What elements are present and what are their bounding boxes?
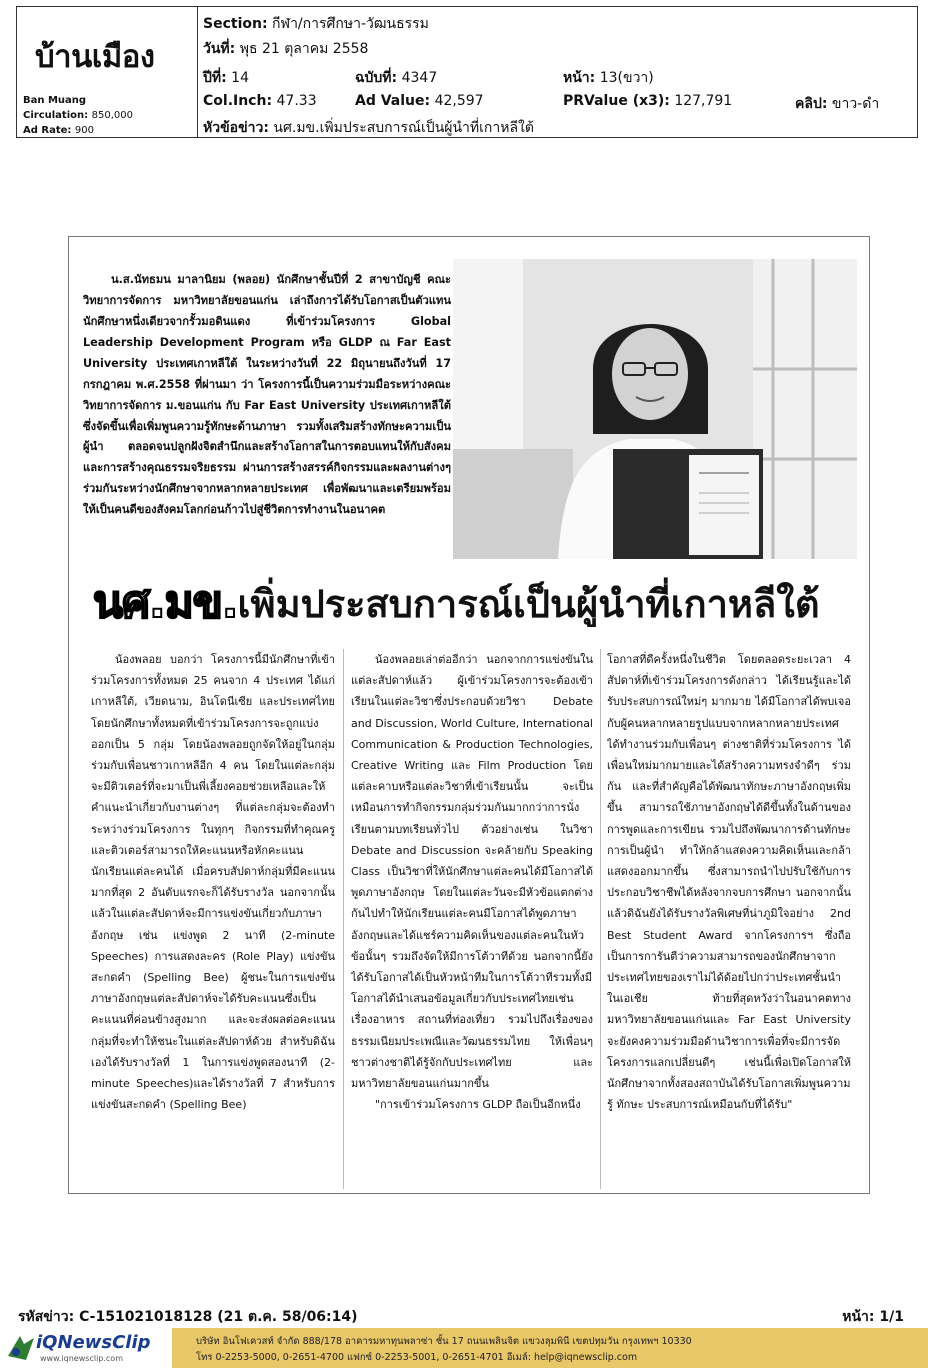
clip-metadata (203, 11, 913, 135)
iqnewsclip-logo: iQNewsClip (36, 1332, 151, 1353)
pr-value-field: PRValue (x3): 127,791 (563, 93, 733, 109)
ad-value-field: Ad Value: 42,597 (355, 93, 484, 109)
company-address: บริษัท อินโฟเควสท์ จำกัด 888/178 อาคารมหาทุนพลาซ่า ชั้น 17 ถนนเพลินจิต แขวงลุมพินี เขตปทุมวัน กรุงเทพฯ 10330 (196, 1336, 692, 1347)
article-column-3 (607, 649, 851, 1189)
student-photo-image (453, 259, 857, 559)
circulation: Circulation: 850,000 (23, 110, 133, 121)
page-position-field: หน้า: 13(ขวา) (563, 70, 654, 86)
article-clip (68, 236, 870, 1194)
issue-field: ฉบับที่: 4347 (355, 70, 438, 86)
article-intro: น.ส.นัทธมน มาลานิยม (พลอย) นักศึกษาชั้นปีที่ 2 สาขาบัญชี คณะวิทยาการจัดการ มหาวิทยาลัยขอนแก่น เล่าถึงการได้รับโอกาสเป็นตัวแทนนักศึกษาหนึ่งเดียวจากรั้วมอดินแดง ที่เข้าร่วมโครงการ Global Leadership Development Program หรือ GLDP ณ Far East University ประเทศเกาหลีใต้ ในระหว่างวันที่ 22 มิถุนายนถึงวันที่ 17 กรกฎาคม พ.ศ.2558 ที่ผ่านมา ว่า โครงการนี้เป็นความร่วมมือระหว่างคณะวิทยาการจัดการ ม.ขอนแก่น กับ Far East University ประเทศเกาหลีใต้ ซึ่งจัดขึ้นเพื่อเพิ่มพูนความรู้ทักษะด้านภาษา รวมทั้งเสริมสร้างทักษะความเป็นผู้นำ ตลอดจนปลูกฝังจิตสำนึกและสร้างโอกาสในการตอบแทนให้กับสังคม และการสร้างคุณธรรมจริยธรรม ผ่านการสร้างสรรค์กิจกรรมและผลงานต่างๆ ร่วมกันระหว่างนักศึกษาจากหลากหลายประเทศ เพื่อพัฒนาและเตรียมพร้อมให้เป็นคนดีของสังคมโลกก่อนก้าวไปสู่ชีวิตการทำงานในอนาคต (83, 273, 451, 517)
column-divider (600, 649, 601, 1189)
clip-type-field: คลิป: ขาว-ดำ (795, 96, 880, 112)
column-1-text: น้องพลอย บอกว่า โครงการนี้มีนักศึกษาที่เข้าร่วมโครงการทั้งหมด 25 คนจาก 4 ประเทศ ได้แก่ เกาหลีใต้, เวียดนาม, อินโดนีเซีย และประเทศไทย โดยนักศึกษาทั้งหมดที่เข้าร่วมโครงการจะถูกแบ่งออกเป็น 5 กลุ่ม โดยน้องพลอยถูกจัดให้อยู่ในกลุ่มร่วมกับเพื่อนชาวเกาหลีอีก 4 คน โดยในแต่ละกลุ่มจะมีติวเตอร์ที่จะมาเป็นพี่เลี้ยงคอยช่วยเหลือและให้คำแนะนำเกี่ยวกับงานต่างๆ ที่แต่ละกลุ่มจะต้องทำระหว่างร่วมโครงการ ในทุกๆ กิจกรรมที่ทำคุณครูและติวเตอร์สามารถให้คะแนนหรือหักคะแนนนักเรียนแต่ละคนได้ เมื่อครบสัปดาห์กลุ่มที่มีคะแนนมากที่สุด 2 อันดับแรกจะก็ได้รับรางวัล นอกจากนั้นแล้วในแต่ละสัปดาห์จะมีการแข่งขันเกี่ยวกับภาษาอังกฤษ เช่น แข่งพูด 2 นาที (2-minute Speeches) การแสดงละคร (Role Play) แข่งขันสะกดคำ (Spelling Bee) ผู้ชนะในการแข่งขันภาษาอังกฤษแต่ละสัปดาห์จะได้รับคะแนนซึ่งเป็นคะแนนที่ค่อนข้างสูงมาก และจะส่งผลต่อคะแนนกลุ่มที่จะทำให้ชนะในแต่ละสัปดาห์ด้วย สำหรับดิฉันเองได้รับรางวัลที่ 1 ในการแข่งพูดสองนาที (2-minute Speeches)และได้รางวัลที่ 7 สำหรับการแข่งขันสะกดคำ (Spelling Bee) (91, 653, 335, 1112)
article-column-2 (351, 649, 593, 1189)
footer-bar (0, 1328, 928, 1368)
headline-part1: นศ.มข. (93, 577, 238, 627)
page-indicator: หน้า: 1/1 (842, 1309, 904, 1325)
column-divider (343, 649, 344, 1189)
clip-header (16, 6, 918, 138)
ad-rate: Ad Rate: 900 (23, 125, 94, 136)
article-column-1 (91, 649, 335, 1189)
column-2-quote: "การเข้าร่วมโครงการ GLDP ถือเป็นอีกหนึ่ง (375, 1098, 581, 1112)
iqnewsclip-url[interactable]: www.iqnewsclip.com (40, 1354, 123, 1363)
news-code: รหัสข่าว: C-151021018128 (21 ต.ค. 58/06:14) (18, 1309, 358, 1325)
iqnewsclip-logo-icon (6, 1334, 36, 1362)
publication-block (17, 7, 198, 137)
iqnewsclip-logo-block (0, 1328, 172, 1368)
article-headline (93, 567, 853, 627)
student-photo (453, 259, 857, 559)
col-inch-field: Col.Inch: 47.33 (203, 93, 317, 109)
year-field: ปีที่: 14 (203, 70, 249, 86)
column-2-text: น้องพลอยเล่าต่ออีกว่า นอกจากการแข่งขันในแต่ละสัปดาห์แล้ว ผู้เข้าร่วมโครงการจะต้องเข้าเรียนในแต่ละวิชาซึ่งประกอบด้วยวิชา Debate and Discussion, World Culture, International Communication & Production Technologies, Creative Writing และ Film Production โดยแต่ละคาบหรือแต่ละวิชาที่เข้าเรียนนั้น จะเป็นเหมือนการทำกิจกรรมกลุ่มร่วมกันมากกว่าการนั่งเรียนตามบทเรียนทั่วไป ตัวอย่างเช่น ในวิชา Debate and Discussion จะคล้ายกับ Speaking Class เป็นวิชาที่ให้นักศึกษาแต่ละคนได้มีโอกาสได้พูดภาษาอังกฤษ โดยในแต่ละวันจะมีหัวข้อแตกต่างกันไปทำให้นักเรียนแต่ละคนมีโอกาสได้พูดภาษาอังกฤษและได้แชร์ความคิดเห็นของแต่ละคนในหัวข้อนั้นๆ รวมถึงจัดให้มีการโต้วาทีด้วย นอกจากนี้ยังได้รับโอกาสได้เป็นหัวหน้าทีมในการโต้วาทีรวมทั้งมีโอกาสได้นำเสนอข้อมูลเกี่ยวกับประเทศไทยเช่น เรื่องอาหาร สถานที่ท่องเที่ยว รวมไปถึงเรื่องของธรรมเนียมประเพณีและวัฒนธรรมไทย ให้เพื่อนๆ ชาวต่างชาติได้รู้จักกับประเทศไทย และมหาวิทยาลัยขอนแก่นมากขึ้น (351, 653, 593, 1091)
date-row: วันที่: พุธ 21 ตุลาคม 2558 (203, 41, 369, 57)
headline-row: หัวข้อข่าว: นศ.มข.เพิ่มประสบการณ์เป็นผู้นำที่เกาหลีใต้ (203, 120, 534, 136)
publication-logo: บ้านเมือง (35, 39, 155, 75)
column-3-text: โอกาสที่ดีครั้งหนึ่งในชีวิต โดยตลอดระยะเวลา 4 สัปดาห์ที่เข้าร่วมโครงการดังกล่าว ได้เรียนรู้และได้รับประสบการณ์ใหม่ๆ มากมาย ได้มีโอกาสได้พบเจอกับผู้คนหลากหลายรูปแบบจากหลากหลายประเทศ ได้ทำงานร่วมกับเพื่อนๆ ต่างชาติที่ร่วมโครงการ ได้เพื่อนใหม่มากมายและได้สร้างความทรงจำดีๆ ร่วมกัน และที่สำคัญคือได้พัฒนาทักษะภาษาอังกฤษเพิ่มขึ้น สามารถใช้ภาษาอังกฤษได้ดีขึ้นทั้งในด้านของการพูดและการเขียน รวมไปถึงพัฒนาการด้านทักษะการเป็นผู้นำ ทำให้กล้าแสดงความคิดเห็นและกล้าแสดงออกมากขึ้น ซึ่งสามารถนำไปปรับใช้กับการประกอบวิชาชีพได้หลังจากจบการศึกษา นอกจากนั้นแล้วดิฉันยังได้รับรางวัลพิเศษที่น่าภูมิใจอย่าง 2nd Best Student Award จากโครงการฯ ซึ่งถือเป็นการการันตีว่าความสามารถของนักศึกษาจากประเทศไทยของเราไม่ได้ด้อยไปกว่าประเทศชั้นนำในเอเชีย ท้ายที่สุดหวังว่าในอนาคตทาง มหาวิทยาลัยขอนแก่นและ Far East University จะยังคงความร่วมมือด้านวิชาการเพื่อที่จะมีการจัดโครงการแลกเปลี่ยนดีๆ เช่นนี้เพื่อเปิดโอกาสให้นักศึกษาจากทั้งสองสถาบันได้รับโอกาสเพิ่มพูนความรู้ ทักษะ ประสบการณ์เหมือนกับที่ได้รับ" (607, 653, 851, 1112)
section-row: Section: กีฬา/การศึกษา-วัฒนธรรม (203, 16, 429, 32)
headline-part2: เพิ่มประสบการณ์เป็นผู้นำที่เกาหลีใต้ (237, 582, 820, 626)
publication-name-en: Ban Muang (23, 95, 87, 106)
company-contact: โทร 0-2253-5000, 0-2651-4700 แฟกซ์ 0-2253-5001, 0-2651-4701 อีเมล์: help@iqnewsclip.com (196, 1352, 638, 1363)
